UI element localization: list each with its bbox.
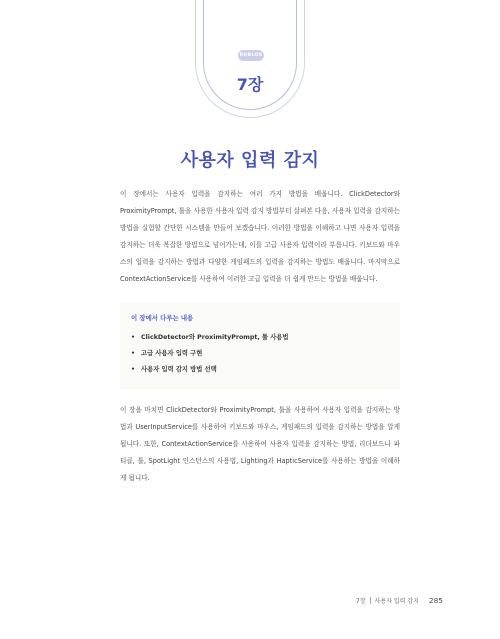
- list-item: [131, 362, 389, 378]
- list-item-label: 사용자 입력 감지 방법 선택: [141, 366, 217, 373]
- page-footer: [356, 596, 443, 605]
- page-title: 사용자 입력 감지: [180, 150, 320, 171]
- topics-list: [131, 330, 389, 378]
- chapter-number: 7장: [236, 75, 264, 94]
- bullet-icon: •: [131, 366, 136, 373]
- footer-divider: [370, 597, 371, 604]
- page-number: 285: [428, 596, 443, 605]
- bullet-icon: •: [131, 350, 136, 357]
- list-item: [131, 346, 389, 362]
- outro-paragraph: 이 장을 마치면 ClickDetector와 ProximityPrompt, 툴을 사용하여 사용자 입력을 감지하는 방법과 UserInputService를 사용하여 키보드와 마우스, 게임패드의 입력을 감지하는 방법을 알게 됩니다. 또한, ContextActionService를 사용하여 사용자 입력을 감지하는 방법, 리더보드나 파티클, 툴, SpotLight 인스턴스의 사용법, Lighting과 HapticService를 사용하는 방법을 이해하게 됩니다.: [120, 406, 400, 483]
- list-item-label: ClickDetector와 ProximityPrompt, 툴 사용법: [141, 334, 289, 341]
- list-item-label: 고급 사용자 입력 구현: [141, 350, 203, 357]
- roblox-badge: ROBLOX: [238, 50, 264, 61]
- footer-chapter-title: 사용자 입력 감지: [374, 598, 419, 605]
- intro-paragraph: 이 장에서는 사용자 입력을 감지하는 여러 가지 방법을 배웁니다. ClickDetector와 ProximityPrompt, 툴을 사용한 사용자 입력 감지 방법부터 살펴본 다음, 사용자 입력을 감지하는 방법을 실험할 간단한 시스템을 만들어 보겠습니다. 이러한 방법을 이해하고 나면 사용자 입력을 감지하는 더욱 복잡한 방법으로 넘어가는데, 이를 고급 사용자 입력이라 부릅니다. 키보드와 마우스의 입력을 감지하는 방법과 다양한 게임패드의 입력을 감지하는 방법도 배웁니다. 마지막으로 ContextActionService를 사용하여 이러한 고급 입력을 더 쉽게 만드는 방법을 배웁니다.: [120, 190, 400, 284]
- bullet-icon: •: [131, 334, 136, 341]
- topics-heading: 이 장에서 다루는 내용: [131, 314, 194, 322]
- list-item: [131, 330, 389, 346]
- topics-box: [120, 303, 400, 389]
- footer-chapter: 7장: [355, 598, 366, 605]
